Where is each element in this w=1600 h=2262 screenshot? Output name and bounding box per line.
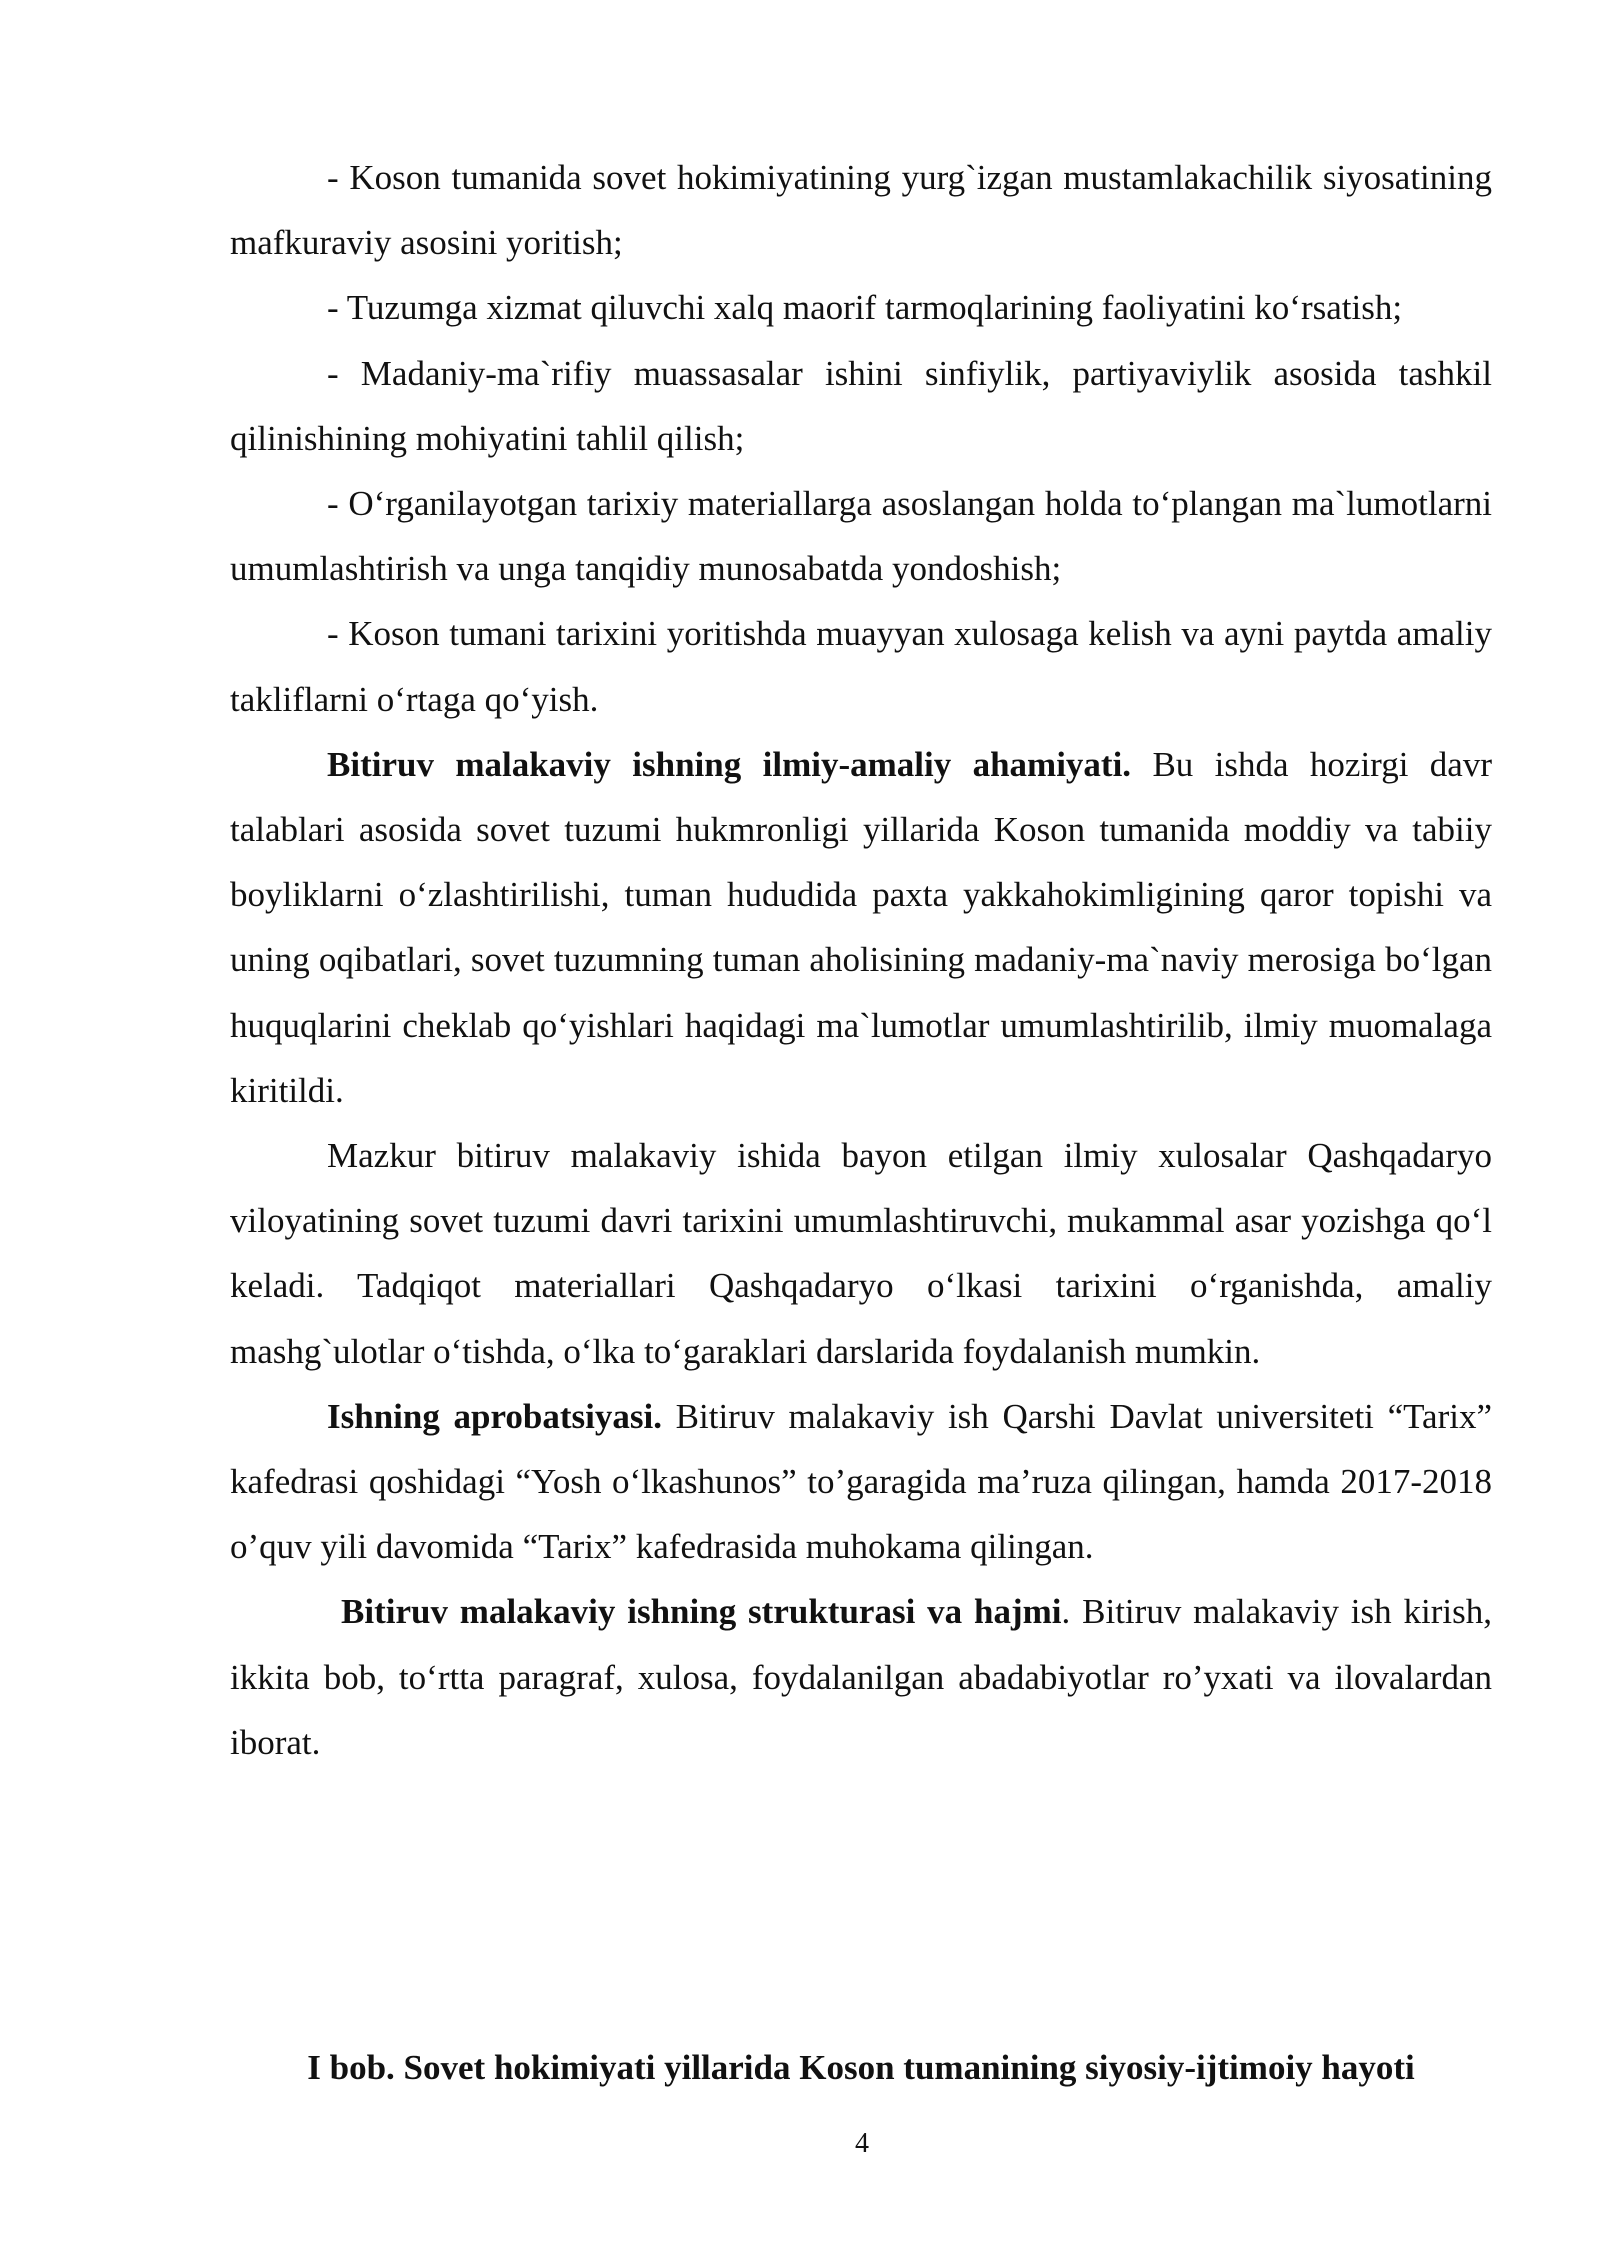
chapter-title: I bob. Sovet hokimiyati yillarida Koson tumanining siyosiy-ijtimoiy hayoti [307, 2048, 1415, 2087]
approbation-text: Bitiruv malakaviy ish Qarshi Davlat universiteti “Tarix” kafedrasi qoshidagi “Yosh o‘lkashunos” to’garagida ma’ruza qilingan, hamda 2017-2018 o’quv yili davomida “Tarix” kafedrasida muhokama qilingan. [230, 1396, 1492, 1567]
structure-paragraph [230, 1579, 1492, 1775]
conclusions-paragraph: Mazkur bitiruv malakaviy ishida bayon etilgan ilmiy xulosalar Qashqadaryo viloyatining sovet tuzumi davri tarixini umumlashtiruvchi, mukammal asar yozishga qo‘l keladi. Tadqiqot materiallari Qashqadaryo o‘lkasi tarixini o‘rganishda, amaliy mashg`ulotlar o‘tishda, o‘lka to‘garaklari darslarida foydalanish mumkin. [230, 1136, 1492, 1371]
list-item: - Tuzumga xizmat qiluvchi xalq maorif tarmoqlarining faoliyatini ko‘rsatish; [327, 288, 1403, 328]
structure-heading: Bitiruv malakaviy ishning strukturasi va hajmi [341, 1592, 1062, 1632]
significance-paragraph [230, 732, 1492, 1123]
list-item: - O‘rganilayotgan tarixiy materiallarga asoslangan holda to‘plangan ma`lumotlarni umumlashtirish va unga tanqidiy munosabatda yondoshish; [230, 484, 1492, 589]
significance-text: Bu ishda hozirgi davr talablari asosida sovet tuzumi hukmronligi yillarida Koson tumanida moddiy va tabiiy boyliklarni o‘zlashtirilishi, tuman hududida paxta yakkahokimligining qaror topishi va uning oqibatlari, sovet tuzumning tuman aholisining madaniy-ma`naviy merosiga bo‘lgan huquqlarini cheklab qo‘yishlari haqidagi ma`lumotlar umumlashtirilib, ilmiy muomalaga kiritildi. [230, 744, 1492, 1110]
significance-heading: Bitiruv malakaviy ishning ilmiy-amaliy ahamiyati. [327, 744, 1132, 784]
list-item: - Koson tumani tarixini yoritishda muayyan xulosaga kelish va ayni paytda amaliy takliflarni o‘rtaga qo‘yish. [230, 614, 1492, 719]
approbation-heading: Ishning aprobatsiyasi. [327, 1396, 662, 1436]
structure-text: . Bitiruv malakaviy ish kirish, ikkita bob, to‘rtta paragraf, xulosa, foydalanilgan abadabiyotlar ro’yxati va ilovalardan iborat. [230, 1592, 1492, 1762]
approbation-paragraph [230, 1384, 1492, 1580]
list-item: - Madaniy-ma`rifiy muassasalar ishini sinfiylik, partiyaviylik asosida tashkil qilinishining mohiyatini tahlil qilish; [230, 353, 1492, 458]
body-text [230, 145, 1492, 1775]
list-item: - Koson tumanida sovet hokimiyatining yurg`izgan mustamlakachilik siyosatining mafkuraviy asosini yoritish; [230, 158, 1492, 263]
page-number: 4 [855, 2128, 869, 2159]
